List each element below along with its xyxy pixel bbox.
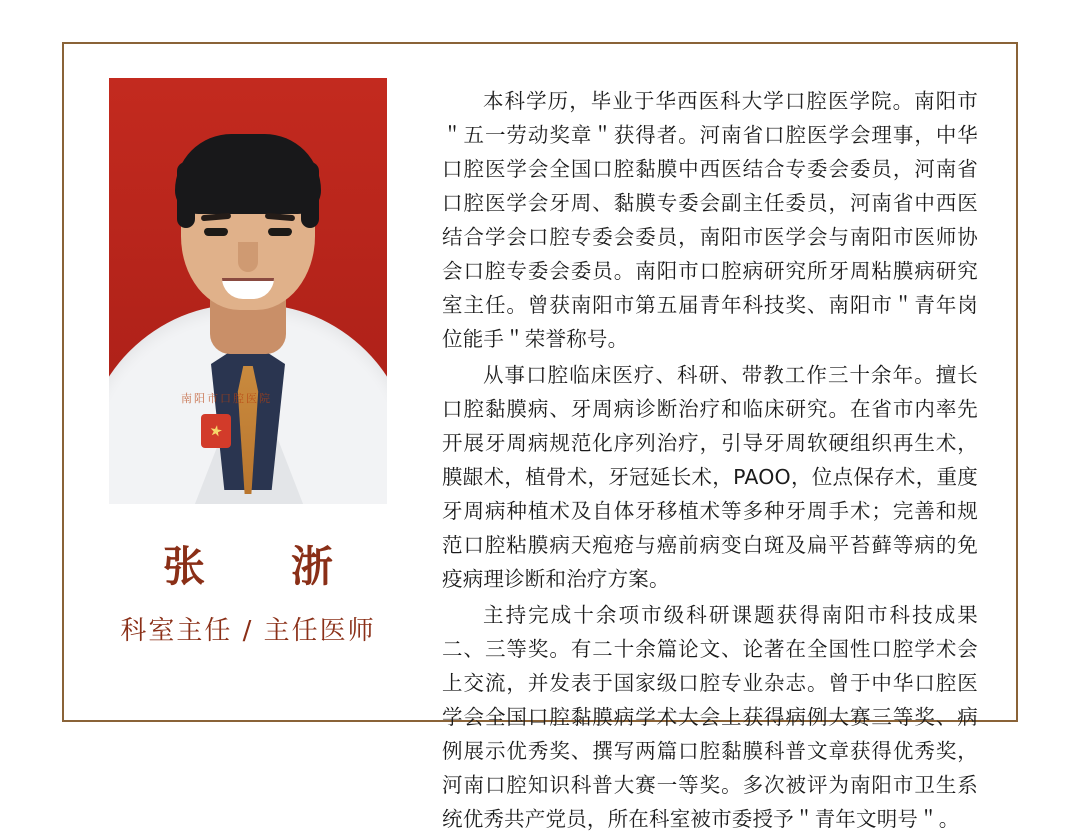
- profile-left-column: [98, 78, 398, 698]
- card-content: [62, 42, 1018, 831]
- eye-left: [204, 228, 228, 236]
- nose-shape: [238, 242, 258, 272]
- doctor-name: 张 浙: [162, 542, 355, 591]
- bio-paragraph: 从事口腔临床医疗、科研、带教工作三十余年。擅长口腔黏膜病、牙周病诊断治疗和临床研究。在省市内率先开展牙周病规范化序列治疗，引导牙周软硬组织再生术，膜龈术，植骨术，牙冠延长术，PAOO，位点保存术，重度牙周病种植术及自体牙移植术等多种牙周手术；完善和规范口腔粘膜病天疱疮与癌前病变白斑及扁平苔藓等病的免疫病理诊断和治疗方案。: [442, 363, 978, 591]
- bio-paragraph: 本科学历，毕业于华西医科大学口腔医学院。南阳市＂五一劳动奖章＂获得者。河南省口腔医学会理事，中华口腔医学会全国口腔黏膜中西医结合专委会委员，河南省口腔医学会牙周、黏膜专委会副主任委员，河南省中西医结合学会口腔专委会委员，南阳市医学会与南阳市医师协会口腔专委会委员。南阳市口腔病研究所牙周粘膜病研究室主任。曾获南阳市第五届青年科技奖、南阳市＂青年岗位能手＂荣誉称号。: [442, 89, 978, 351]
- coat-pocket-text: 南阳市口腔医院: [181, 392, 272, 405]
- hair-side-left: [177, 162, 195, 228]
- eye-right: [268, 228, 292, 236]
- hair-side-right: [301, 162, 319, 228]
- doctor-title: 科室主任 / 主任医师: [120, 616, 376, 646]
- profile-biography: [398, 78, 978, 831]
- party-emblem-badge-icon: [201, 414, 231, 448]
- bio-paragraph: 主持完成十余项市级科研课题获得南阳市科技成果二、三等奖。有二十余篇论文、论著在全国性口腔学术会上交流，并发表于国家级口腔专业杂志。曾于中华口腔医学会全国口腔黏膜病学术大会上获得病例大赛三等奖、病例展示优秀奖、撰写两篇口腔黏膜科普文章获得优秀奖，河南口腔知识科普大赛一等奖。多次被评为南阳市卫生系统优秀共产党员，所在科室被市委授予＂青年文明号＂。: [442, 603, 978, 831]
- hair-shape: [175, 134, 321, 214]
- doctor-portrait-photo: [109, 78, 387, 504]
